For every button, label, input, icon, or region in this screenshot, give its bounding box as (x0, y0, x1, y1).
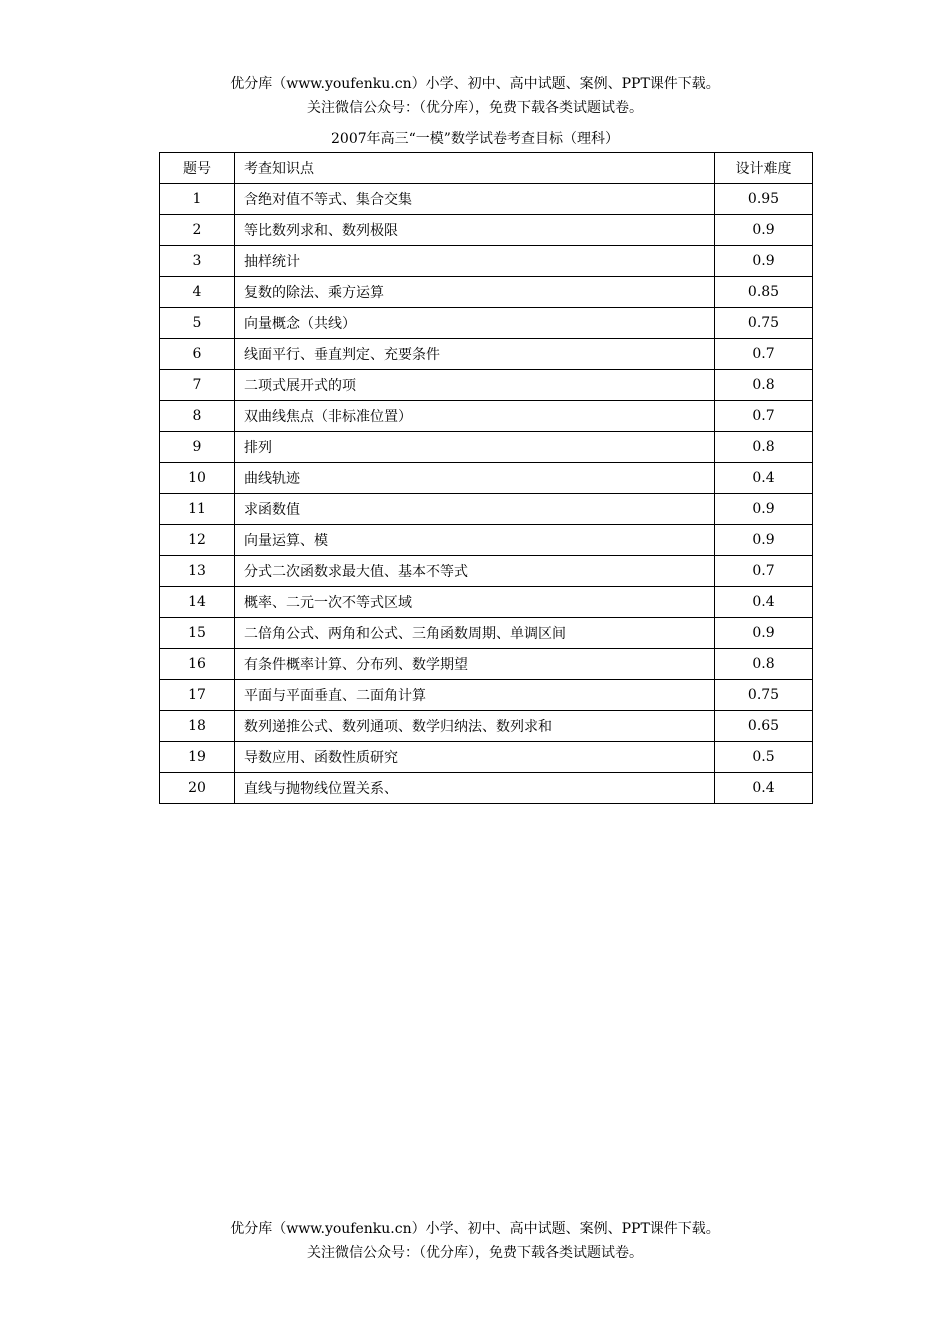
row-difficulty: 0.95 (715, 184, 813, 215)
header-number: 题号 (160, 153, 235, 184)
table-row (160, 246, 813, 277)
row-topic: 平面与平面垂直、二面角计算 (235, 680, 715, 711)
row-number: 18 (160, 711, 235, 742)
row-topic: 排列 (235, 432, 715, 463)
row-topic: 双曲线焦点（非标准位置） (235, 401, 715, 432)
row-topic: 含绝对值不等式、集合交集 (235, 184, 715, 215)
table-row (160, 711, 813, 742)
row-number: 7 (160, 370, 235, 401)
row-number: 17 (160, 680, 235, 711)
row-topic: 等比数列求和、数列极限 (235, 215, 715, 246)
row-difficulty: 0.65 (715, 711, 813, 742)
table-row (160, 680, 813, 711)
row-difficulty: 0.85 (715, 277, 813, 308)
table-row (160, 525, 813, 556)
row-difficulty: 0.8 (715, 370, 813, 401)
row-topic: 有条件概率计算、分布列、数学期望 (235, 649, 715, 680)
row-difficulty: 0.8 (715, 432, 813, 463)
table-row (160, 742, 813, 773)
row-topic: 导数应用、函数性质研究 (235, 742, 715, 773)
row-difficulty: 0.9 (715, 525, 813, 556)
table-row (160, 308, 813, 339)
row-topic: 二倍角公式、两角和公式、三角函数周期、单调区间 (235, 618, 715, 649)
row-topic: 向量概念（共线） (235, 308, 715, 339)
table-row (160, 618, 813, 649)
footer-line-2: 关注微信公众号：（优分库），免费下载各类试题试卷。 (307, 1245, 643, 1261)
row-difficulty: 0.8 (715, 649, 813, 680)
row-difficulty: 0.7 (715, 401, 813, 432)
table-row (160, 277, 813, 308)
table-row (160, 587, 813, 618)
row-number: 12 (160, 525, 235, 556)
table-row (160, 184, 813, 215)
row-number: 4 (160, 277, 235, 308)
row-number: 2 (160, 215, 235, 246)
row-difficulty: 0.9 (715, 618, 813, 649)
document-title: 2007年高三“一模”数学试卷考查目标（理科） (331, 131, 619, 147)
row-topic: 向量运算、模 (235, 525, 715, 556)
row-number: 5 (160, 308, 235, 339)
row-number: 15 (160, 618, 235, 649)
page-header (0, 72, 950, 120)
table-row (160, 649, 813, 680)
row-topic: 概率、二元一次不等式区域 (235, 587, 715, 618)
table-row (160, 432, 813, 463)
row-topic: 二项式展开式的项 (235, 370, 715, 401)
row-number: 19 (160, 742, 235, 773)
row-difficulty: 0.4 (715, 587, 813, 618)
row-number: 16 (160, 649, 235, 680)
row-difficulty: 0.5 (715, 742, 813, 773)
row-difficulty: 0.75 (715, 308, 813, 339)
row-number: 1 (160, 184, 235, 215)
row-number: 14 (160, 587, 235, 618)
header-topic: 考查知识点 (235, 153, 715, 184)
row-topic: 复数的除法、乘方运算 (235, 277, 715, 308)
row-difficulty: 0.9 (715, 246, 813, 277)
row-topic: 求函数值 (235, 494, 715, 525)
row-difficulty: 0.75 (715, 680, 813, 711)
footer-line-1: 优分库（www.youfenku.cn）小学、初中、高中试题、案例、PPT课件下载。 (230, 1221, 720, 1237)
header-line-2: 关注微信公众号：（优分库），免费下载各类试题试卷。 (307, 100, 643, 116)
table-body (160, 184, 813, 804)
table-row (160, 463, 813, 494)
row-difficulty: 0.4 (715, 463, 813, 494)
row-topic: 曲线轨迹 (235, 463, 715, 494)
row-number: 11 (160, 494, 235, 525)
row-difficulty: 0.4 (715, 773, 813, 804)
table-row (160, 556, 813, 587)
header-line-1: 优分库（www.youfenku.cn）小学、初中、高中试题、案例、PPT课件下载。 (230, 76, 720, 92)
table-row (160, 339, 813, 370)
row-number: 13 (160, 556, 235, 587)
row-topic: 直线与抛物线位置关系、 (235, 773, 715, 804)
table-row (160, 370, 813, 401)
row-topic: 分式二次函数求最大值、基本不等式 (235, 556, 715, 587)
row-topic: 抽样统计 (235, 246, 715, 277)
row-number: 20 (160, 773, 235, 804)
page-footer (0, 1217, 950, 1265)
row-difficulty: 0.7 (715, 556, 813, 587)
table-row (160, 401, 813, 432)
row-difficulty: 0.9 (715, 494, 813, 525)
header-difficulty: 设计难度 (715, 153, 813, 184)
table-row (160, 215, 813, 246)
row-topic: 线面平行、垂直判定、充要条件 (235, 339, 715, 370)
table-row (160, 773, 813, 804)
row-number: 6 (160, 339, 235, 370)
table-row (160, 494, 813, 525)
exam-objectives-table (159, 152, 813, 804)
row-number: 9 (160, 432, 235, 463)
row-topic: 数列递推公式、数列通项、数学归纳法、数列求和 (235, 711, 715, 742)
row-number: 8 (160, 401, 235, 432)
row-difficulty: 0.9 (715, 215, 813, 246)
row-difficulty: 0.7 (715, 339, 813, 370)
table-header-row (160, 153, 813, 184)
row-number: 10 (160, 463, 235, 494)
row-number: 3 (160, 246, 235, 277)
